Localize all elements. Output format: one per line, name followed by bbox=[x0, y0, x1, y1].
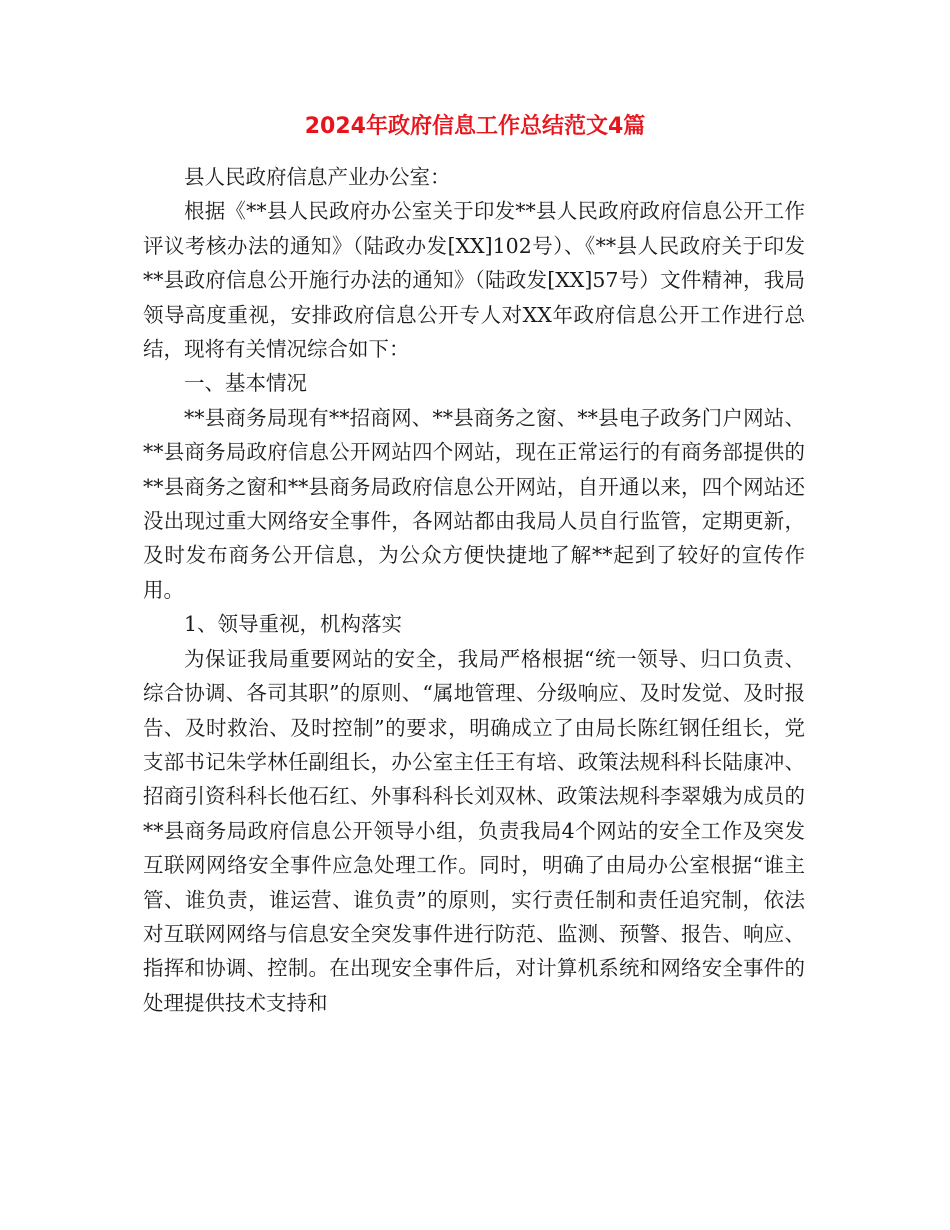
document-title: 2024年政府信息工作总结范文4篇 bbox=[304, 114, 646, 139]
subsection-heading-leadership: 1、领导重视，机构落实 bbox=[184, 612, 403, 637]
intro-paragraph: 根据《**县人民政府办公室关于印发**县人民政府政府信息公开工作评议考核办法的通知》（陆政办发[XX]102号）、《**县人民政府关于印发**县政府信息公开施行办法的通知》（陆政发[XX]57号）文件精神，我局领导高度重视，安排政府信息公开专人对XX年政府信息公开工作进行总结，现将有关情况综合如下： bbox=[143, 199, 805, 362]
salutation: 县人民政府信息产业办公室： bbox=[184, 165, 451, 189]
document-body bbox=[143, 160, 805, 1020]
leadership-paragraph: 为保证我局重要网站的安全，我局严格根据“统一领导、归口负责、综合协调、各司其职”的原则、“属地管理、分级响应、及时发觉、及时报告、及时救治、及时控制”的要求，明确成立了由局长陈红钢任组长，党支部书记朱学林任副组长，办公室主任王有培、政策法规科科长陆康冲、招商引资科科长他石红、外事科科长刘双林、政策法规科李翠娥为成员的**县商务局政府信息公开领导小组，负责我局4个网站的安全工作及突发互联网网络安全事件应急处理工作。同时，明确了由局办公室根据“谁主管、谁负责，谁运营、谁负责”的原则，实行责任制和责任追究制，依法对互联网网络与信息安全突发事件进行防范、监测、预警、报告、响应、指挥和协调、控制。在出现安全事件后，对计算机系统和网络安全事件的处理提供技术支持和 bbox=[143, 646, 805, 1015]
websites-paragraph: **县商务局现有**招商网、**县商务之窗、**县电子政务门户网站、**县商务局政府信息公开网站四个网站，现在正常运行的有商务部提供的**县商务之窗和**县商务局政府信息公开网站，自开通以来，四个网站还没出现过重大网络安全事件，各网站都由我局人员自行监管，定期更新，及时发布商务公开信息，为公众方便快捷地了解**起到了较好的宣传作用。 bbox=[143, 405, 805, 602]
section-heading-basic-situation: 一、基本情况 bbox=[184, 371, 307, 396]
